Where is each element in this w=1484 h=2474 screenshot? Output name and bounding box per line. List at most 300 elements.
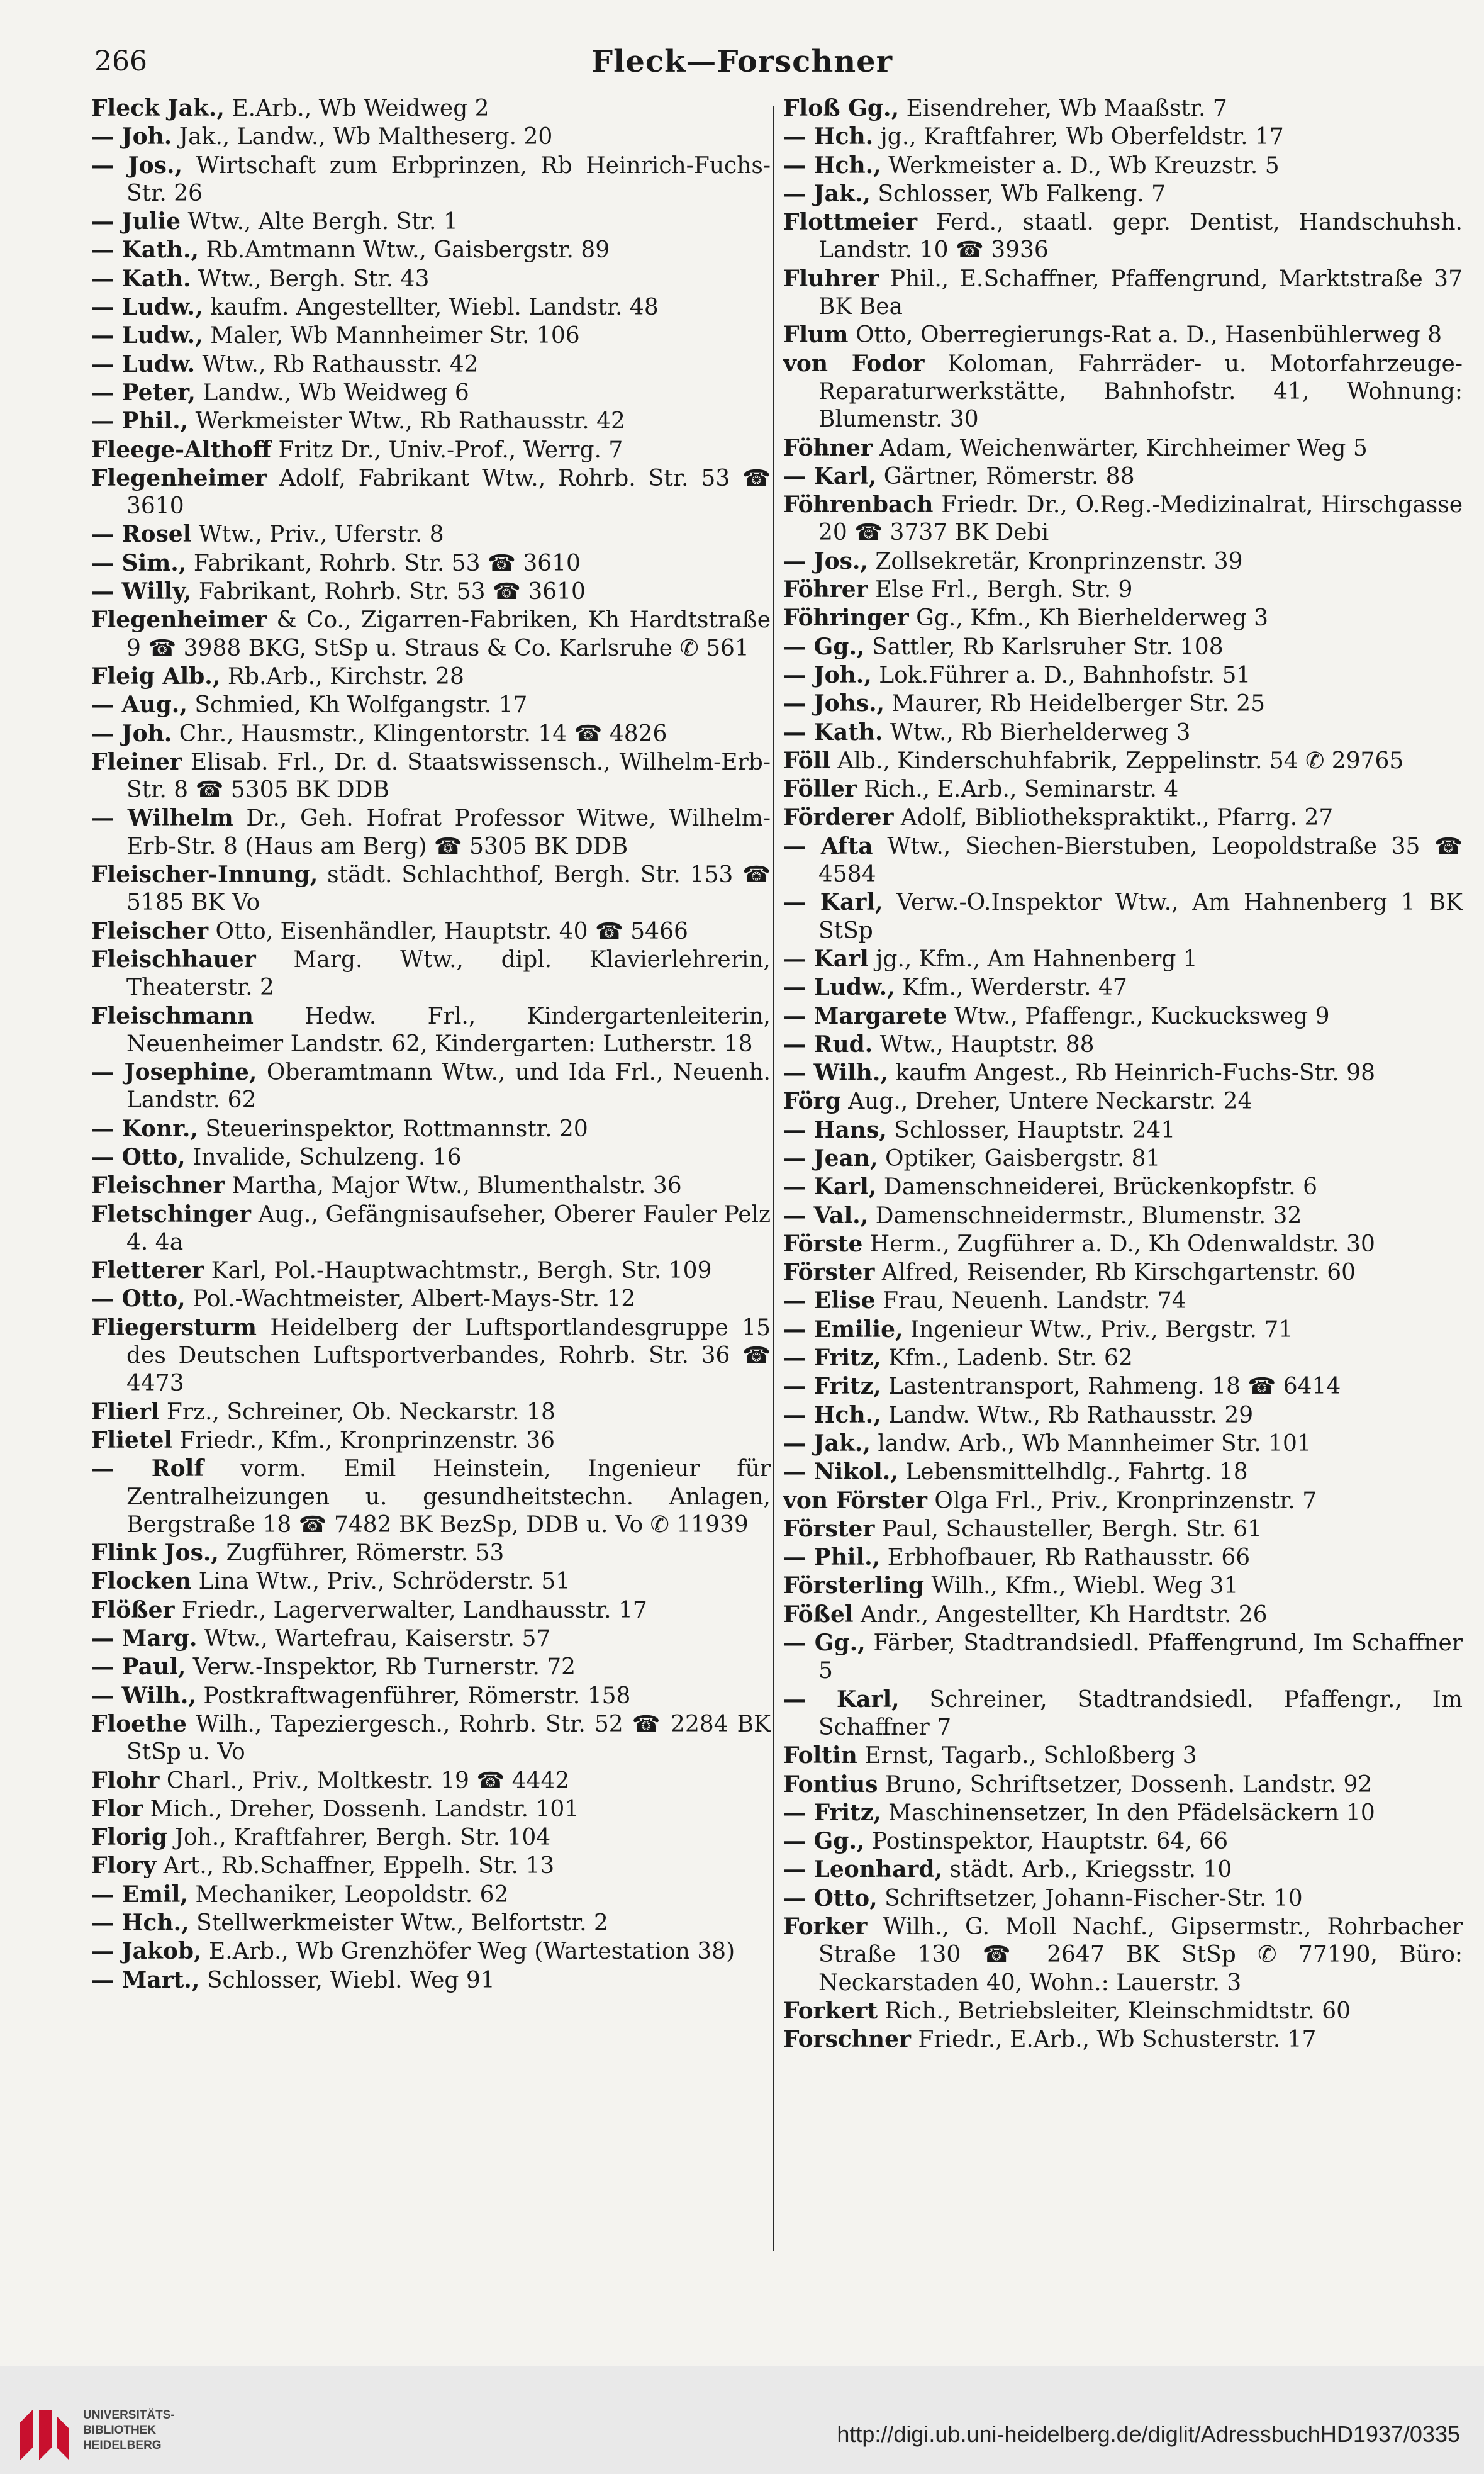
entry-name: — Gg., xyxy=(783,1828,865,1855)
entry-name: Fleege-Althoff xyxy=(91,436,272,463)
column-divider xyxy=(773,106,774,2251)
logo-line: UNIVERSITÄTS- xyxy=(83,2409,175,2422)
directory-entry xyxy=(91,1909,771,1937)
directory-entry xyxy=(783,1430,1463,1458)
directory-entry xyxy=(783,1601,1463,1629)
directory-entry xyxy=(783,1856,1463,1884)
entry-name: — Julie xyxy=(91,208,181,235)
entry-name: — Joh., xyxy=(783,661,872,688)
entry-name: — Konr., xyxy=(91,1115,198,1142)
entry-details: Lok.Führer a. D., Bahnhofstr. 51 xyxy=(871,662,1251,688)
entry-details: Wtw., Rb Bierhelderweg 3 xyxy=(883,719,1191,746)
directory-entry xyxy=(783,604,1463,632)
entry-name: Fleischer-Innung, xyxy=(91,861,318,888)
entry-details: Rb.Arb., Kirchstr. 28 xyxy=(220,663,464,690)
directory-entry xyxy=(783,1230,1463,1258)
directory-entry xyxy=(91,379,771,407)
directory-entry xyxy=(783,747,1463,775)
entry-details: Friedr., Lagerverwalter, Landhausstr. 17 xyxy=(174,1597,647,1623)
entry-details: Ferd., staatl. gepr. Dentist, Handschuhsh. Landstr. 10 ☎ 3936 xyxy=(818,210,1463,264)
entry-details: Erbhofbauer, Rb Rathausstr. 66 xyxy=(880,1545,1251,1571)
directory-entry xyxy=(783,1002,1463,1031)
entry-name: — Otto, xyxy=(91,1143,186,1170)
entry-details: Kfm., Werderstr. 47 xyxy=(895,975,1127,1001)
entry-details: E.Arb., Wb Grenzhöfer Weg (Wartestation 38) xyxy=(201,1939,735,1965)
directory-entry xyxy=(783,1827,1463,1856)
entry-name: Flegenheimer xyxy=(91,464,267,491)
directory-entry xyxy=(91,691,771,719)
directory-entry xyxy=(783,1487,1463,1515)
directory-entry xyxy=(783,1771,1463,1799)
directory-entry xyxy=(783,208,1463,265)
entry-details: Steuerinspektor, Rottmannstr. 20 xyxy=(198,1116,588,1142)
entry-details: Maler, Wb Mannheimer Str. 106 xyxy=(203,323,580,349)
directory-entry xyxy=(783,1372,1463,1401)
entry-name: — Sim., xyxy=(91,549,187,576)
entry-name: Flierl xyxy=(91,1398,160,1425)
directory-entry xyxy=(91,208,771,236)
directory-entry xyxy=(91,1257,771,1285)
entry-details: Alfred, Reisender, Rb Kirschgartenstr. 60 xyxy=(874,1260,1356,1286)
entry-details: Wilh., Kfm., Wiebl. Weg 31 xyxy=(924,1573,1239,1599)
entry-name: Förster xyxy=(783,1515,875,1542)
entry-details: Frz., Schreiner, Ob. Neckarstr. 18 xyxy=(159,1399,555,1425)
directory-entry xyxy=(91,1710,771,1767)
entry-details: Fritz Dr., Univ.-Prof., Werrg. 7 xyxy=(271,437,623,463)
entry-name: Föll xyxy=(783,747,830,774)
entry-name: — Jean, xyxy=(783,1145,878,1172)
directory-entry xyxy=(91,1682,771,1710)
entry-name: — Leonhard, xyxy=(783,1856,943,1883)
directory-entry xyxy=(91,1966,771,1995)
entry-name: Fleck Jak., xyxy=(91,95,225,121)
library-logo-icon xyxy=(14,2404,77,2466)
directory-entry xyxy=(783,803,1463,832)
entry-details: Art., Rb.Schaffner, Eppelh. Str. 13 xyxy=(156,1853,555,1879)
entry-name: Fluhrer xyxy=(783,265,879,292)
entry-details: Rich., Betriebsleiter, Kleinschmidtstr. 60 xyxy=(878,1998,1351,2024)
entry-details: Martha, Major Wtw., Blumenthalstr. 36 xyxy=(225,1173,682,1199)
directory-entry xyxy=(783,633,1463,661)
directory-entry xyxy=(783,661,1463,690)
directory-entry xyxy=(91,1426,771,1455)
directory-entry xyxy=(91,917,771,946)
directory-entry xyxy=(783,321,1463,349)
directory-entry xyxy=(783,1173,1463,1201)
entry-name: Fleischner xyxy=(91,1172,225,1199)
entry-name: — Karl, xyxy=(783,1686,900,1713)
entry-name: Flum xyxy=(783,322,849,349)
entry-name: — Otto, xyxy=(783,1884,878,1911)
entry-details: Damenschneiderei, Brückenkopfstr. 6 xyxy=(876,1174,1317,1201)
directory-entry xyxy=(783,576,1463,604)
entry-name: Föhrer xyxy=(783,576,868,603)
entry-details: Charl., Priv., Moltkestr. 19 ☎ 4442 xyxy=(159,1767,570,1794)
directory-entry xyxy=(783,1742,1463,1770)
directory-entry xyxy=(91,520,771,549)
entry-details: Herm., Zugführer a. D., Kh Odenwaldstr. 30 xyxy=(862,1231,1375,1257)
entry-name: — Kath. xyxy=(783,719,883,746)
entry-details: Postkraftwagenführer, Römerstr. 158 xyxy=(196,1682,631,1709)
directory-entry xyxy=(91,1653,771,1681)
directory-entry xyxy=(91,293,771,322)
entry-details: Wtw., Alte Bergh. Str. 1 xyxy=(181,209,458,235)
entry-name: Forschner xyxy=(783,2026,911,2053)
entry-name: — Rolf xyxy=(91,1455,204,1482)
entry-details: Wirtschaft zum Erbprinzen, Rb Heinrich-Fuchs-Str. 26 xyxy=(126,152,771,206)
entry-details: Zugführer, Römerstr. 53 xyxy=(218,1540,505,1567)
directory-entry xyxy=(783,1145,1463,1173)
directory-entry xyxy=(91,946,771,1002)
directory-entry xyxy=(91,1539,771,1567)
entry-name: Fleiner xyxy=(91,748,182,775)
entry-details: Invalide, Schulzeng. 16 xyxy=(185,1144,462,1170)
directory-entry xyxy=(783,1401,1463,1430)
directory-entry xyxy=(783,1515,1463,1543)
entry-details: Werkmeister a. D., Wb Kreuzstr. 5 xyxy=(881,152,1280,179)
directory-entry xyxy=(783,1316,1463,1344)
entry-name: Flink Jos., xyxy=(91,1540,219,1567)
directory-entry xyxy=(783,180,1463,208)
entry-details: Wtw., Rb Rathausstr. 42 xyxy=(195,351,479,378)
entry-details: Oberamtmann Wtw., und Ida Frl., Neuenh. Landstr. 62 xyxy=(126,1060,771,1114)
entry-details: Schriftsetzer, Johann-Fischer-Str. 10 xyxy=(877,1885,1303,1911)
entry-name: — Wilh., xyxy=(783,1060,888,1087)
entry-name: — Paul, xyxy=(91,1654,186,1681)
directory-entry xyxy=(91,322,771,350)
directory-entry xyxy=(91,236,771,264)
directory-entry xyxy=(783,265,1463,322)
entry-details: Schreiner, Stadtrandsiedl. Pfaffengr., Im Schaffner 7 xyxy=(818,1686,1463,1740)
directory-entry xyxy=(91,1795,771,1823)
entry-details: Lina Wtw., Priv., Schröderstr. 51 xyxy=(191,1569,571,1595)
directory-entry xyxy=(91,94,771,123)
entry-name: Fletterer xyxy=(91,1257,204,1284)
entry-name: — Gg., xyxy=(783,1630,866,1657)
directory-entry xyxy=(783,94,1463,123)
directory-entry xyxy=(91,1823,771,1852)
entry-details: Rb.Amtmann Wtw., Gaisbergstr. 89 xyxy=(199,237,610,264)
entry-details: Landw., Wb Weidweg 6 xyxy=(195,379,469,406)
entry-name: Föhringer xyxy=(783,605,909,632)
running-head: Fleck—Forschner xyxy=(591,44,893,79)
directory-entry xyxy=(91,606,771,663)
directory-entry xyxy=(91,464,771,521)
entry-name: Fleischhauer xyxy=(91,946,256,973)
entry-details: Rich., E.Arb., Seminarstr. 4 xyxy=(856,776,1179,803)
directory-entry xyxy=(91,1172,771,1200)
entry-details: kaufm Angest., Rb Heinrich-Fuchs-Str. 98 xyxy=(888,1060,1375,1087)
entry-details: Otto, Eisenhändler, Hauptstr. 40 ☎ 5466 xyxy=(208,918,688,944)
entry-details: Koloman, Fahrräder- u. Motorfahrzeuge-Reparaturwerkstätte, Bahnhofstr. 41, Wohnung: Blumenstr. 30 xyxy=(818,350,1463,433)
entry-details: kaufm. Angestellter, Wiebl. Landstr. 48 xyxy=(203,294,659,321)
entry-name: — Otto, xyxy=(91,1285,186,1313)
directory-entry xyxy=(91,1625,771,1653)
entry-name: Forkert xyxy=(783,1997,878,2024)
entry-name: — Joh. xyxy=(91,123,172,150)
directory-entry xyxy=(783,719,1463,747)
entry-name: Fliegersturm xyxy=(91,1314,257,1341)
entry-details: Mich., Dreher, Dossenh. Landstr. 101 xyxy=(143,1796,579,1822)
directory-entry xyxy=(91,265,771,293)
entry-details: Chr., Hausmstr., Klingentorstr. 14 ☎ 4826 xyxy=(172,720,667,747)
directory-entry xyxy=(91,1881,771,1909)
entry-details: Wtw., Priv., Uferstr. 8 xyxy=(191,522,444,548)
entry-name: — Jos., xyxy=(783,547,868,574)
entry-details: Ingenieur Wtw., Priv., Bergstr. 71 xyxy=(903,1316,1293,1343)
entry-details: Wtw., Pfaffengr., Kuckucksweg 9 xyxy=(947,1003,1330,1029)
directory-entry xyxy=(91,861,771,917)
entry-details: Damenschneidermstr., Blumenstr. 32 xyxy=(868,1202,1302,1229)
entry-details: Jak., Landw., Wb Maltheserg. 20 xyxy=(172,124,553,150)
entry-name: — Rosel xyxy=(91,521,192,548)
entry-details: Otto, Oberregierungs-Rat a. D., Hasenbühlerweg 8 xyxy=(848,322,1442,349)
directory-entry xyxy=(783,1087,1463,1116)
entry-name: — Emilie, xyxy=(783,1316,903,1343)
entry-name: — Ludw., xyxy=(783,974,895,1001)
entry-name: — Fritz, xyxy=(783,1345,881,1372)
directory-entry xyxy=(783,690,1463,718)
entry-details: Frau, Neuenh. Landstr. 74 xyxy=(875,1288,1186,1314)
directory-entry xyxy=(91,407,771,435)
entry-name: — Phil., xyxy=(783,1544,881,1571)
entry-details: Verw.-Inspektor, Rb Turnerstr. 72 xyxy=(186,1654,576,1681)
entry-name: Fontius xyxy=(783,1771,878,1798)
directory-entry xyxy=(91,1285,771,1313)
entry-name: — Johs., xyxy=(783,690,885,717)
entry-name: — Hch., xyxy=(783,1401,881,1428)
directory-entry xyxy=(91,578,771,606)
entry-name: — Fritz, xyxy=(783,1373,881,1400)
entry-name: — Nikol., xyxy=(783,1458,898,1486)
entry-details: Pol.-Wachtmeister, Albert-Mays-Str. 12 xyxy=(185,1286,636,1313)
directory-entry xyxy=(783,1799,1463,1827)
entry-name: Flohr xyxy=(91,1767,160,1794)
entry-details: Maschinensetzer, In den Pfädelsäckern 10 xyxy=(881,1800,1375,1826)
directory-entry xyxy=(783,1543,1463,1572)
entry-name: Forker xyxy=(783,1913,868,1940)
directory-entry xyxy=(783,462,1463,491)
entry-name: — Karl, xyxy=(783,462,877,490)
entry-name: von Fodor xyxy=(783,350,925,377)
entry-details: Joh., Kraftfahrer, Bergh. Str. 104 xyxy=(167,1825,551,1851)
entry-details: Wilh., Tapeziergesch., Rohrb. Str. 52 ☎ 2284 BK StSp u. Vo xyxy=(126,1711,771,1766)
entry-name: — Aug., xyxy=(91,691,187,719)
directory-entry xyxy=(91,748,771,805)
entry-details: Lastentransport, Rahmeng. 18 ☎ 6414 xyxy=(881,1374,1341,1400)
entry-name: Flocken xyxy=(91,1568,192,1595)
entry-name: Föhner xyxy=(783,434,873,461)
entry-name: — Wilhelm xyxy=(91,805,233,832)
entry-details: jg., Kraftfahrer, Wb Oberfeldstr. 17 xyxy=(873,124,1284,150)
entry-details: E.Arb., Wb Weidweg 2 xyxy=(224,96,489,121)
directory-entry xyxy=(783,491,1463,547)
entry-name: — Hch., xyxy=(91,1910,189,1936)
entry-details: Aug., Dreher, Untere Neckarstr. 24 xyxy=(840,1089,1252,1115)
entry-name: Förster xyxy=(783,1259,875,1286)
entry-details: Schlosser, Wiebl. Weg 91 xyxy=(199,1967,495,1993)
entry-details: Stellwerkmeister Wtw., Belfortstr. 2 xyxy=(189,1910,608,1936)
entry-details: Elisab. Frl., Dr. d. Staatswissensch., Wilhelm-Erb-Str. 8 ☎ 5305 BK DDB xyxy=(126,749,771,803)
entry-details: Wtw., Bergh. Str. 43 xyxy=(191,266,430,292)
entry-name: — Kath. xyxy=(91,265,191,292)
directory-entry xyxy=(783,1202,1463,1230)
directory-entry xyxy=(91,663,771,691)
directory-entry xyxy=(91,1937,771,1966)
entry-name: — Hans, xyxy=(783,1116,887,1143)
entry-name: — Kath., xyxy=(91,237,199,264)
entry-name: — Ludw., xyxy=(91,322,203,349)
entry-name: — Hch., xyxy=(783,152,881,179)
entry-details: Adolf, Fabrikant Wtw., Rohrb. Str. 53 ☎ 3610 xyxy=(126,465,771,520)
entry-name: — Karl xyxy=(783,945,869,972)
logo-line: HEIDELBERG xyxy=(83,2439,162,2452)
source-url-link[interactable]: http://digi.ub.uni-heidelberg.de/diglit/AdressbuchHD1937/0335 xyxy=(837,2421,1460,2447)
entry-details: Hedw. Frl., Kindergartenleiterin, Neuenheimer Landstr. 62, Kindergarten: Lutherstr. 18 xyxy=(126,1003,771,1057)
directory-entry xyxy=(783,1344,1463,1372)
entry-details: vorm. Emil Heinstein, Ingenieur für Zentralheizungen u. gesundheitstechn. Anlagen, Bergstraße 18 ☎ 7482 BK BezSp, DDB u. Vo ✆ 11939 xyxy=(126,1456,771,1538)
directory-entry xyxy=(783,1287,1463,1315)
entry-name: Floß Gg., xyxy=(783,95,900,121)
entry-details: städt. Arb., Kriegsstr. 10 xyxy=(942,1857,1232,1883)
entry-details: Wtw., Wartefrau, Kaiserstr. 57 xyxy=(197,1626,551,1652)
directory-entry xyxy=(91,1852,771,1880)
entry-name: — Phil., xyxy=(91,408,189,435)
entry-details: Wtw., Hauptstr. 88 xyxy=(873,1031,1095,1058)
entry-details: Andr., Angestellter, Kh Hardtstr. 26 xyxy=(853,1601,1268,1628)
directory-entry xyxy=(91,549,771,578)
entry-details: Färber, Stadtrandsiedl. Pfaffengrund, Im Schaffner 5 xyxy=(818,1630,1463,1684)
entry-details: Olga Frl., Priv., Kronprinzenstr. 7 xyxy=(927,1487,1317,1514)
logo-line: BIBLIOTHEK xyxy=(83,2424,157,2437)
entry-details: Ernst, Tagarb., Schloßberg 3 xyxy=(857,1743,1197,1769)
entry-name: — Hch. xyxy=(783,123,874,150)
entry-name: — Emil, xyxy=(91,1881,188,1908)
directory-entry xyxy=(783,973,1463,1002)
entry-details: Landw. Wtw., Rb Rathausstr. 29 xyxy=(881,1402,1254,1428)
directory-entry xyxy=(91,1002,771,1059)
entry-name: — Peter, xyxy=(91,379,196,406)
directory-entry xyxy=(783,832,1463,889)
entry-details: Werkmeister Wtw., Rb Rathausstr. 42 xyxy=(188,408,625,435)
entry-details: & Co., Zigarren-Fabriken, Kh Hardtstraße 9 ☎ 3988 BKG, StSp u. Straus & Co. Karlsruhe ✆ 561 xyxy=(126,607,771,661)
directory-entry xyxy=(91,123,771,151)
entry-details: Aug., Gefängnisaufseher, Oberer Fauler Pelz 4. 4a xyxy=(126,1201,771,1255)
entry-name: Flietel xyxy=(91,1426,173,1453)
entry-details: landw. Arb., Wb Mannheimer Str. 101 xyxy=(870,1430,1312,1457)
directory-entry xyxy=(91,1567,771,1596)
entry-details: Postinspektor, Hauptstr. 64, 66 xyxy=(864,1828,1229,1855)
entry-name: Försterling xyxy=(783,1572,925,1599)
directory-entry xyxy=(91,1596,771,1625)
directory-entry xyxy=(783,2025,1463,2054)
entry-name: — Gg., xyxy=(783,633,865,660)
entry-details: Adam, Weichenwärter, Kirchheimer Weg 5 xyxy=(872,435,1368,461)
entry-name: — Jak., xyxy=(783,180,871,207)
entry-name: Föller xyxy=(783,776,857,803)
page-number: 266 xyxy=(94,45,147,77)
directory-entry xyxy=(783,1059,1463,1087)
right-column xyxy=(783,94,1463,2054)
directory-entry xyxy=(91,1314,771,1398)
directory-entry xyxy=(783,1686,1463,1742)
directory-entry xyxy=(91,1398,771,1426)
entry-name: — Rud. xyxy=(783,1031,873,1058)
directory-entry xyxy=(91,1143,771,1172)
entry-name: Flößer xyxy=(91,1596,175,1623)
entry-details: Friedr., E.Arb., Wb Schusterstr. 17 xyxy=(910,2027,1317,2053)
entry-name: Fleischmann xyxy=(91,1002,254,1029)
entry-name: — Val., xyxy=(783,1202,869,1229)
entry-name: — Karl, xyxy=(783,889,883,916)
entry-name: — Fritz, xyxy=(783,1799,881,1826)
directory-entry xyxy=(783,123,1463,151)
entry-name: — Jos., xyxy=(91,152,183,179)
entry-details: Bruno, Schriftsetzer, Dossenh. Landstr. 92 xyxy=(878,1771,1373,1798)
directory-entry xyxy=(91,804,771,861)
directory-entry xyxy=(783,152,1463,180)
entry-details: Heidelberg der Luftsportlandesgruppe 15 des Deutschen Luftsportverbandes, Rohrb. Str. 36 ☎ 4473 xyxy=(126,1314,771,1397)
directory-entry xyxy=(91,350,771,379)
entry-name: — Wilh., xyxy=(91,1682,196,1709)
directory-entry xyxy=(91,1058,771,1115)
directory-entry xyxy=(783,547,1463,576)
directory-entry xyxy=(91,1767,771,1795)
entry-name: — Jak., xyxy=(783,1430,871,1457)
entry-name: — Ludw. xyxy=(91,350,196,378)
entry-details: Schlosser, Hauptstr. 241 xyxy=(886,1117,1176,1143)
entry-details: Sattler, Rb Karlsruher Str. 108 xyxy=(864,634,1224,660)
entry-details: Kfm., Ladenb. Str. 62 xyxy=(881,1345,1133,1372)
entry-name: Fletschinger xyxy=(91,1201,252,1228)
directory-entry xyxy=(91,1115,771,1143)
entry-details: Schlosser, Wb Falkeng. 7 xyxy=(870,181,1166,207)
entry-name: Flory xyxy=(91,1852,157,1879)
entry-details: Karl, Pol.-Hauptwachtmstr., Bergh. Str. 109 xyxy=(204,1258,712,1284)
entry-details: Marg. Wtw., dipl. Klavierlehrerin, Theaterstr. 2 xyxy=(126,946,771,1001)
entry-name: Florig xyxy=(91,1824,168,1851)
entry-name: — Joh. xyxy=(91,720,172,747)
entry-details: Fabrikant, Rohrb. Str. 53 ☎ 3610 xyxy=(191,579,586,605)
entry-name: Foltin xyxy=(783,1742,857,1769)
entry-name: — Mart., xyxy=(91,1966,200,1993)
entry-details: Maurer, Rb Heidelberger Str. 25 xyxy=(884,691,1266,717)
entry-name: Fleig Alb., xyxy=(91,663,221,690)
entry-name: Föhrenbach xyxy=(783,491,934,518)
entry-details: Mechaniker, Leopoldstr. 62 xyxy=(187,1881,509,1908)
directory-entry xyxy=(783,1572,1463,1600)
entry-name: Fößel xyxy=(783,1601,854,1628)
entry-name: — Jakob, xyxy=(91,1938,202,1965)
entry-name: — Ludw., xyxy=(91,294,203,321)
directory-entry xyxy=(783,1031,1463,1059)
entry-name: Flor xyxy=(91,1795,143,1822)
directory-entry xyxy=(783,775,1463,803)
entry-details: Wtw., Siechen-Bierstuben, Leopoldstraße 35 ☎ 4584 xyxy=(818,833,1463,888)
entry-details: Gärtner, Römerstr. 88 xyxy=(876,463,1135,490)
directory-entry xyxy=(91,436,771,464)
entry-name: — Karl, xyxy=(783,1173,877,1201)
entry-details: Alb., Kinderschuhfabrik, Zeppelinstr. 54 ✆ 29765 xyxy=(830,747,1404,774)
entry-details: städt. Schlachthof, Bergh. Str. 153 ☎ 5185 BK Vo xyxy=(126,862,771,916)
entry-name: Floethe xyxy=(91,1710,187,1737)
directory-entry xyxy=(783,1997,1463,2025)
entry-name: Flottmeier xyxy=(783,209,918,236)
directory-entry xyxy=(783,350,1463,434)
directory-entry xyxy=(91,1201,771,1257)
entry-details: Fabrikant, Rohrb. Str. 53 ☎ 3610 xyxy=(186,550,581,576)
entry-details: Verw.-O.Inspektor Wtw., Am Hahnenberg 1 BK StSp xyxy=(818,890,1463,944)
